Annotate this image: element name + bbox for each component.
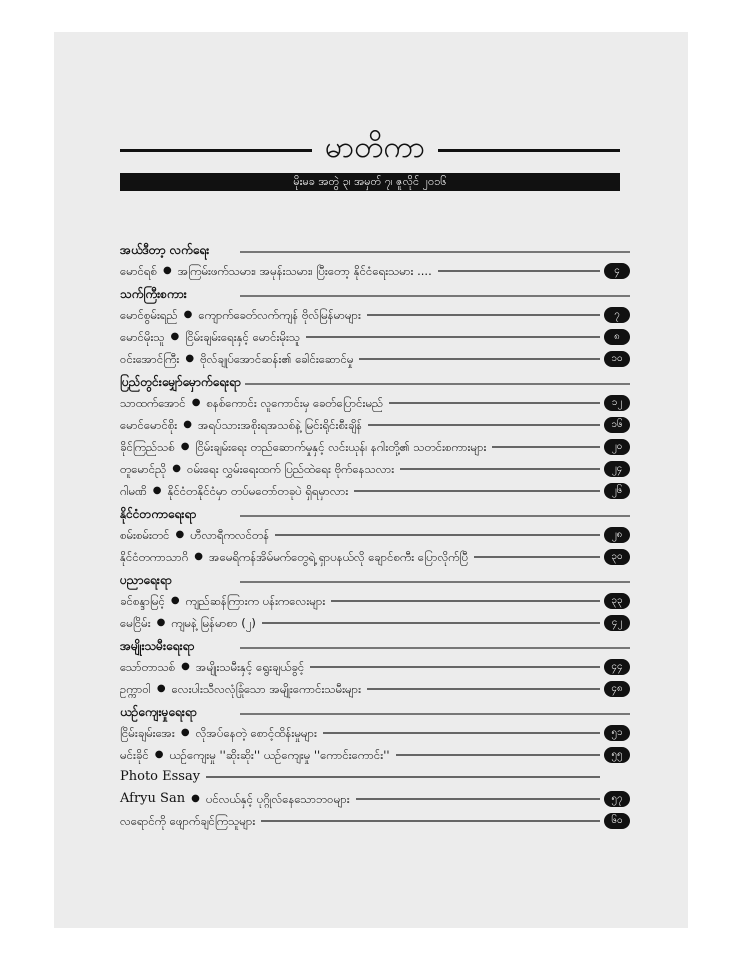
section-label: အယ်ဒီတာ့ လက်ရေး — [120, 243, 213, 257]
bullet-icon: ● — [170, 595, 180, 606]
page-number-badge: ၅၁ — [604, 725, 630, 741]
page-number-badge: ၂၀ — [604, 439, 630, 455]
toc-entry[interactable] — [120, 414, 630, 436]
toc-entry[interactable] — [120, 260, 630, 282]
bullet-icon: ● — [170, 331, 180, 342]
toc-entry[interactable] — [120, 788, 630, 810]
bullet-icon: ● — [194, 551, 204, 562]
title-rule-left — [120, 149, 312, 152]
entry-title: အရပ်သားအစိုးရအသစ်နဲ့ မြင်းရိုင်းစီးချိန် — [197, 418, 363, 432]
toc-entry[interactable] — [120, 678, 630, 700]
bullet-icon: ● — [183, 309, 193, 320]
leader-line — [356, 798, 600, 800]
toc-entry[interactable] — [120, 766, 630, 788]
toc-entry[interactable] — [120, 810, 630, 832]
section-label: ပြည်တွင်းမျှော်မှောက်ရေးရာ — [120, 375, 245, 389]
toc-entry[interactable] — [120, 436, 630, 458]
entry-author: တူမောင်ညို — [120, 462, 167, 476]
entry-author: လရောင်ကို ဖျောက်ချင်ကြသူများ — [120, 814, 256, 828]
entry-title: နိုင်ငံတနိုင်ငံမှာ တပ်မတော်တခုပဲ ရှိရမှာလား — [167, 484, 349, 498]
section-label: နိုင်ငံတကာရေးရာ — [120, 507, 200, 521]
table-of-contents — [120, 238, 630, 832]
bullet-icon: ● — [152, 485, 162, 496]
page-number-badge: ၈ — [604, 329, 630, 345]
leader-line — [492, 446, 600, 448]
toc-entry[interactable] — [120, 656, 630, 678]
toc-entry[interactable] — [120, 326, 630, 348]
toc-section-heading — [120, 373, 630, 392]
entry-author: Afryu San — [120, 791, 186, 806]
toc-entry[interactable] — [120, 304, 630, 326]
page-number-badge: ၄၂ — [604, 615, 630, 631]
page-number-badge: ၄၄ — [604, 659, 630, 675]
entry-author: သော်တာသစ် — [120, 660, 176, 674]
page-number-badge: ၁၂ — [604, 395, 630, 411]
bullet-icon: ● — [181, 661, 190, 672]
page-title: မာတိကာ — [324, 130, 426, 165]
bullet-icon: ● — [163, 265, 172, 276]
page-number-badge: ၁၆ — [604, 417, 630, 433]
section-rule — [240, 383, 630, 385]
leader-line — [310, 666, 600, 668]
toc-entry[interactable] — [120, 590, 630, 612]
entry-author: ခင်စန္ဒာမြင့် — [120, 594, 165, 608]
page-number-badge: ၇ — [604, 307, 630, 323]
entry-title: အကြမ်းဖက်သမား၊ အမုန်းသမား၊ ပြီးတော့ နိုင်ငံရေးသမား .... — [177, 264, 432, 278]
leader-line — [396, 754, 600, 756]
entry-author: ဥက္ကာဝါ — [120, 682, 151, 696]
bullet-icon: ● — [191, 793, 200, 804]
page-number-badge: ၆၀ — [604, 813, 630, 829]
page-number-badge: ၁၀ — [604, 351, 630, 367]
bullet-icon: ● — [156, 617, 166, 628]
toc-section-heading — [120, 505, 630, 524]
leader-line — [438, 270, 600, 272]
page-number-badge — [604, 769, 630, 785]
bullet-icon: ● — [175, 529, 185, 540]
section-rule — [240, 581, 630, 583]
toc-entry[interactable] — [120, 744, 630, 766]
magazine-page — [54, 32, 688, 928]
leader-line — [275, 534, 600, 536]
bullet-icon: ● — [191, 397, 201, 408]
entry-author: ငြိမ်းချမ်းအေး — [120, 726, 175, 740]
leader-line — [331, 600, 600, 602]
toc-section-heading — [120, 637, 630, 656]
toc-entry[interactable] — [120, 348, 630, 370]
toc-entry[interactable] — [120, 480, 630, 502]
bullet-icon: ● — [183, 419, 192, 430]
bullet-icon: ● — [172, 463, 181, 474]
page-number-badge: ၄၈ — [604, 681, 630, 697]
toc-entry[interactable] — [120, 524, 630, 546]
entry-title: ငြိမ်းချမ်းရေးနှင့် မောင်းမိုးသူ — [185, 330, 301, 344]
entry-title: ဝမ်းရေး လွှမ်းရေးထက် ပြည်ထဲရေး ဗိုက်နေသလား — [186, 462, 395, 476]
leader-line — [323, 732, 600, 734]
toc-entry[interactable] — [120, 722, 630, 744]
entry-title: ပင်လယ်နှင့် ပုဂ္ဂိုလ်နေသောဘဝများ — [205, 792, 350, 806]
page-number-badge: ၄ — [604, 263, 630, 279]
entry-author: သာထက်အောင် — [120, 396, 186, 410]
section-rule — [240, 515, 630, 517]
section-label: သက်ကြီးစကား — [120, 287, 191, 301]
entry-author: ခိုင်ကြည်သစ် — [120, 440, 175, 454]
leader-line — [262, 622, 600, 624]
page-number-badge: ၃၀ — [604, 549, 630, 565]
toc-section-heading — [120, 571, 630, 590]
bullet-icon: ● — [180, 727, 190, 738]
leader-line — [474, 556, 600, 558]
toc-entry[interactable] — [120, 612, 630, 634]
leader-line — [359, 358, 600, 360]
toc-entry[interactable] — [120, 546, 630, 568]
entry-author: မောင်မိုးသူ — [120, 330, 165, 344]
section-rule — [240, 647, 630, 649]
entry-title: အမေရိကန်အိမ်မက်တွေရဲ့ ရှာပနယ်လို ချောင်စကီး ပြောလိုက်ပြီ — [209, 550, 469, 564]
entry-author: နိုင်ငံတကာသာဂိ — [120, 550, 189, 564]
leader-line — [367, 314, 600, 316]
entry-title: လိုအပ်နေတဲ့ စောင့်ထိန်းမှုများ — [195, 726, 317, 740]
section-label: ယဉ်ကျေးမှုရေးရာ — [120, 705, 201, 719]
title-rule-right — [438, 149, 620, 152]
toc-section-heading — [120, 703, 630, 722]
entry-title: ယဉ်ကျေးမှု ''ဆိုးဆိုး'' ယဉ်ကျေးမှု ''ကောင်းကောင်း'' — [169, 748, 390, 762]
section-label: အမျိုးသမီးရေးရာ — [120, 639, 198, 653]
leader-line — [261, 820, 600, 822]
entry-title: ဗိုလ်ချုပ်အောင်ဆန်း၏ ခေါင်းဆောင်မှု — [200, 352, 354, 366]
bullet-icon: ● — [185, 353, 195, 364]
bullet-icon: ● — [156, 683, 166, 694]
page-number-badge: ၅၇ — [604, 791, 630, 807]
entry-author: ဝင်းအောင်ကြီး — [120, 352, 180, 366]
page-number-badge: ၂၆ — [604, 483, 630, 499]
entry-title: လေးပါးသီလလုံခြုံသော အမျိုးကောင်းသမီးများ — [171, 682, 362, 696]
entry-author: Photo Essay — [120, 769, 201, 784]
toc-section-heading — [120, 241, 630, 260]
leader-line — [206, 776, 600, 778]
title-block — [120, 128, 620, 168]
toc-section-heading — [120, 285, 630, 304]
page-number-badge: ၂၈ — [604, 527, 630, 543]
entry-title: အမျိုးသမီးနှင့် ရွေးချယ်ခွင့် — [195, 660, 305, 674]
toc-entry[interactable] — [120, 392, 630, 414]
leader-line — [389, 402, 600, 404]
issue-info-bar: မိုးမခ အတွဲ ၃၊ အမှတ် ၇၊ ဇူလိုင် ၂၀၁၆ — [120, 173, 620, 191]
page-number-badge: ၂၄ — [604, 461, 630, 477]
leader-line — [306, 336, 600, 338]
entry-author: မောင်ရစ် — [120, 264, 157, 278]
section-rule — [240, 251, 630, 253]
entry-author: မင်းခိုင် — [120, 748, 149, 762]
toc-entry[interactable] — [120, 458, 630, 480]
entry-title: ကျည်ဆန်ကြားက ပန်းကလေးများ — [185, 594, 326, 608]
entry-author: စမ်းစမ်းတင် — [120, 528, 170, 542]
entry-author: မောင်စွမ်းရည် — [120, 308, 178, 322]
section-label: ပညာရေးရာ — [120, 573, 176, 587]
entry-author: ဂါမဏိ — [120, 484, 147, 498]
leader-line — [354, 490, 600, 492]
page-number-badge: ၃၃ — [604, 593, 630, 609]
section-rule — [240, 295, 630, 297]
entry-title: စနစ်ကောင်း လူကောင်းမှ ခေတ်ပြောင်းမည် — [206, 396, 384, 410]
bullet-icon: ● — [180, 441, 190, 452]
entry-author: မေငြိမ်း — [120, 616, 151, 630]
leader-line — [367, 688, 600, 690]
entry-title: ကျမနဲ့ မြန်မာစာ (၂) — [171, 616, 256, 630]
page-number-badge: ၅၅ — [604, 747, 630, 763]
leader-line — [400, 468, 600, 470]
bullet-icon: ● — [154, 749, 164, 760]
entry-title: ကျောက်ခေတ်လက်ကျန် ဗိုလ်မြန်မာများ — [198, 308, 361, 322]
leader-line — [368, 424, 600, 426]
entry-title: ဟီလာရီကလင်တန် — [190, 528, 270, 542]
entry-title: ငြိမ်းချမ်းရေး တည်ဆောက်မှုနှင့် လင်းယုန်၊ နဂါးတို့၏ သတင်းစကားများ — [195, 440, 487, 454]
section-rule — [240, 713, 630, 715]
entry-author: မောင်မောင်စိုး — [120, 418, 178, 432]
